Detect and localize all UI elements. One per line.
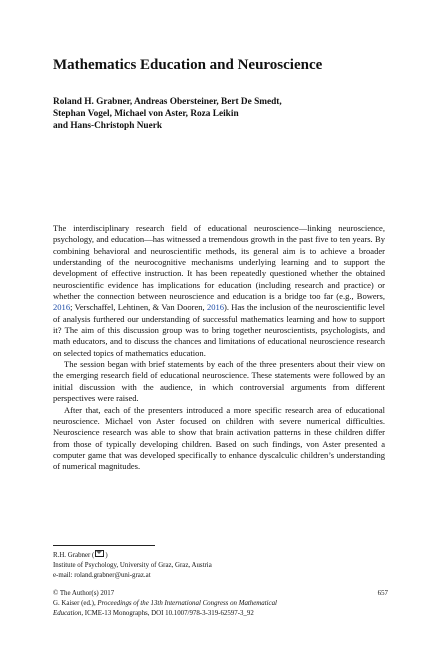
proceedings-title: Proceedings of the 13th International Congress on Mathematical (97, 600, 277, 607)
citation-line (53, 609, 388, 619)
paragraph-text: ). Has the inclusion of the neuroscientific level of analysis furthered our understanding of successful mathematics learning and how to support it? The aim of this discussion group was to bring together neuroscientists, psychologists, and math educators, and to discuss the chances and limitations of educational neuroscience research on selected topics of mathematics education. (53, 302, 385, 358)
author-line: and Hans-Christoph Nuerk (53, 121, 163, 131)
paper-title: Mathematics Education and Neuroscience (53, 57, 323, 73)
paragraph-text: The interdisciplinary research field of educational neuroscience—linking neuroscience, psychology, and education—has witnessed a tremendous growth in the past five to ten years. By combining behavioral and neuroscientific methods, its general aim is to achieve a broader understanding of the neurocognitive mechanisms underlying learning and to support the development of effective instruction. It has been repeatedly questioned whether the obtained neuroscientific evidence has implications for education (including research and practice) or whether the connection between neuroscience and education is a bridge too far (e.g., Bowers, (53, 223, 385, 302)
paragraph: The session began with brief statements by each of the three presenters about their view on the emerging research field of educational neuroscience. These statements were followed by an initial discussion with the audience, in which controversial arguments from different perspectives were raised. (53, 359, 385, 404)
envelope-icon (95, 550, 104, 557)
citation-link[interactable]: 2016 (53, 302, 71, 313)
body-text (53, 223, 385, 473)
author-list (53, 96, 383, 132)
citation-text: G. Kaiser (ed.), (53, 600, 98, 607)
author-line: Stephan Vogel, Michael von Aster, Roza Leikin (53, 109, 239, 119)
author-line: Roland H. Grabner, Andreas Obersteiner, Bert De Smedt, (53, 97, 282, 107)
footnote-divider (53, 545, 155, 546)
author-affiliation (53, 550, 303, 581)
email[interactable]: e-mail: roland.grabner@uni-graz.at (53, 572, 151, 579)
publication-footer (53, 589, 388, 619)
institute: Institute of Psychology, University of Graz, Graz, Austria (53, 562, 212, 569)
author-name-end: ) (105, 552, 108, 559)
paragraph-text: ; Verschaffel, Lehtinen, & Van Dooren, (70, 302, 207, 313)
doi-text: , ICME-13 Monographs, DOI 10.1007/978-3-319-62597-3_92 (81, 610, 254, 617)
citation-line (53, 599, 388, 609)
corresponding-author (53, 550, 303, 561)
paragraph (53, 223, 385, 359)
proceedings-title-end: Education (53, 610, 82, 617)
paragraph: After that, each of the presenters introduced a more specific research area of educational neuroscience. Michael von Aster focused on children with severe numerical difficulties. Neuroscience research was able to show that brain activation patterns in these children differ from those of typically developing children. Based on such findings, von Aster presented a computer game that was developed specifically to enhance dyscalculic children’s understanding of numerical magnitudes. (53, 404, 385, 472)
page-number: 657 (377, 590, 388, 597)
author-name: R.H. Grabner ( (53, 552, 95, 559)
citation-link[interactable]: 2016 (206, 302, 225, 313)
copyright: © The Author(s) 2017 (53, 590, 115, 597)
